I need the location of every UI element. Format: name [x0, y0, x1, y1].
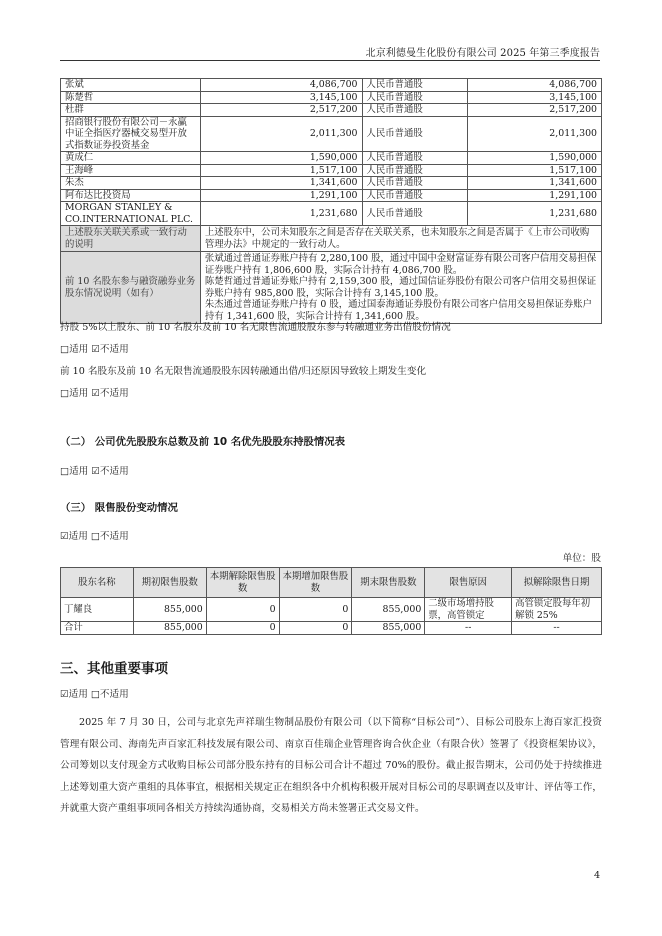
total-label: 合计 — [61, 622, 134, 635]
released-restricted: 0 — [206, 598, 279, 622]
restricted-heading: （三） 限售股份变动情况 — [60, 502, 178, 514]
class-shares: 4,086,700 — [468, 79, 602, 92]
holder-shares: 1,291,100 — [200, 189, 362, 202]
class-shares: 1,231,680 — [468, 202, 602, 226]
table-row — [61, 202, 602, 226]
class-shares: 1,341,600 — [468, 177, 602, 190]
holder-name: 王海峰 — [61, 164, 201, 177]
class-shares: 2,517,200 — [468, 104, 602, 117]
share-class: 人民币普通股 — [362, 91, 468, 104]
holder-name: 朱杰 — [61, 177, 201, 190]
share-class: 人民币普通股 — [362, 164, 468, 177]
holder-name: 招商银行股份有限公司－永赢中证全指医疗器械交易型开放式指数证券投资基金 — [61, 116, 201, 152]
total-row — [61, 622, 602, 635]
holder-shares: 1,341,600 — [200, 177, 362, 190]
holder-shares: 1,231,680 — [200, 202, 362, 226]
margin-trading-note: 朱杰通过普通证券账户持有 0 股，通过国泰海通证券股份有限公司客户信用交易担保证券账户持有 1,341,600 股，实际合计持有 1,341,600 股。 — [204, 299, 592, 322]
holder-shares: 2,517,200 — [200, 104, 362, 117]
table-row — [61, 116, 602, 152]
total-date: -- — [512, 622, 602, 635]
lending-title: 持股 5%以上股东、前 10 名股东及前 10 名无限售流通股股东参与转融通业务出借股份情况 — [60, 322, 451, 333]
class-shares: 2,011,300 — [468, 116, 602, 152]
margin-trading-text — [200, 252, 601, 324]
start-restricted: 855,000 — [133, 598, 206, 622]
end-restricted: 855,000 — [352, 598, 425, 622]
table-row — [61, 91, 602, 104]
restriction-reason: 二级市场增持股票，高管锁定 — [425, 598, 512, 622]
header-divider — [60, 60, 600, 61]
table-row — [61, 79, 602, 92]
total-end: 855,000 — [352, 622, 425, 635]
page-header: 北京利德曼生化股份有限公司 2025 年第三季度报告 — [365, 48, 600, 59]
preferred-applicability: □适用 ☑不适用 — [60, 466, 129, 477]
relation-label: 上述股东关联关系或一致行动的说明 — [61, 226, 201, 252]
column-header: 拟解除限售日期 — [512, 568, 602, 598]
column-header: 限售原因 — [425, 568, 512, 598]
column-header: 本期增加限售股数 — [279, 568, 352, 598]
share-class: 人民币普通股 — [362, 116, 468, 152]
holder-shares: 3,145,100 — [200, 91, 362, 104]
change-title: 前 10 名股东及前 10 名无限售流通股股东因转融通出借/归还原因导致较上期发生变化 — [60, 366, 427, 377]
margin-trading-label: 前 10 名股东参与融资融券业务股东情况说明（如有） — [61, 252, 201, 324]
table-row — [61, 177, 602, 190]
holder-shares: 1,590,000 — [200, 152, 362, 165]
holder-shares: 2,011,300 — [200, 116, 362, 152]
class-shares: 1,291,100 — [468, 189, 602, 202]
restricted-shares-table — [60, 567, 602, 635]
lending-applicability: □适用 ☑不适用 — [60, 344, 129, 355]
holder-name: 黄成仁 — [61, 152, 201, 165]
column-header: 股东名称 — [61, 568, 134, 598]
table-row — [61, 189, 602, 202]
unit-label: 单位：股 — [562, 553, 601, 564]
added-restricted: 0 — [279, 598, 352, 622]
holder-name: 丁耀良 — [61, 598, 134, 622]
holder-shares: 4,086,700 — [200, 79, 362, 92]
total-start: 855,000 — [133, 622, 206, 635]
top-holders-table — [60, 78, 602, 324]
change-applicability: □适用 ☑不适用 — [60, 388, 129, 399]
holder-name: 张斌 — [61, 79, 201, 92]
column-header: 本期解除限售股数 — [206, 568, 279, 598]
page-number: 4 — [594, 870, 601, 881]
share-class: 人民币普通股 — [362, 202, 468, 226]
share-class: 人民币普通股 — [362, 177, 468, 190]
share-class: 人民币普通股 — [362, 152, 468, 165]
table-row — [61, 164, 602, 177]
table-row — [61, 598, 602, 622]
table-header-row — [61, 568, 602, 598]
table-row — [61, 152, 602, 165]
holder-name: 阿布达比投资局 — [61, 189, 201, 202]
holder-shares: 1,517,100 — [200, 164, 362, 177]
class-shares: 1,590,000 — [468, 152, 602, 165]
class-shares: 3,145,100 — [468, 91, 602, 104]
class-shares: 1,517,100 — [468, 164, 602, 177]
holder-name: 杜群 — [61, 104, 201, 117]
total-added: 0 — [279, 622, 352, 635]
holder-name: MORGAN STANLEY & CO.INTERNATIONAL PLC. — [61, 202, 201, 226]
restricted-applicability: ☑适用 □不适用 — [60, 531, 129, 542]
margin-trading-row — [61, 252, 602, 324]
section-title: 三、其他重要事项 — [60, 661, 168, 677]
column-header: 期初限售股数 — [133, 568, 206, 598]
total-released: 0 — [206, 622, 279, 635]
share-class: 人民币普通股 — [362, 79, 468, 92]
relation-row — [61, 226, 602, 252]
margin-trading-note: 张斌通过普通证券账户持有 2,280,100 股，通过中国中金财富证券有限公司客户信用交易担保证券账户持有 1,806,600 股，实际合计持有 4,086,700 股。 — [204, 253, 597, 276]
column-header: 期末限售股数 — [352, 568, 425, 598]
holder-name: 陈楚哲 — [61, 91, 201, 104]
total-reason: -- — [425, 622, 512, 635]
preferred-heading: （二） 公司优先股股东总数及前 10 名优先股股东持股情况表 — [60, 436, 346, 448]
share-class: 人民币普通股 — [362, 104, 468, 117]
share-class: 人民币普通股 — [362, 189, 468, 202]
release-date: 高管锁定股每年初解锁 25% — [512, 598, 602, 622]
margin-trading-note: 陈楚哲通过普通证券账户持有 2,159,300 股，通过国信证券股份有限公司客户信用交易担保证券账户持有 985,800 股，实际合计持有 3,145,100 股。 — [204, 276, 597, 299]
table-row — [61, 104, 602, 117]
section-body: 2025 年 7 月 30 日，公司与北京先声祥瑞生物制品股份有限公司（以下简称“目标公司”）、目标公司股东上海百家汇投资管理有限公司、海南先声百家汇科技发展有限公司、南京百佳瑞企业管理咨询合伙企业（有限合伙）签署了《投资框架协议》，公司筹划以支付现金方式收购目标公司部分股东持有的目标公司合计不超过 70%的股份。截止报告期末，公司仍处于持续推进上述筹划重大资产重组的具体事宜，根据相关规定正在组织各中介机构积极开展对目标公司的尽职调查以及审计、评估等工作，并就重大资产重组事项同各相关方持续沟通协商，交易相关方尚未签署正式交易文件。 — [60, 717, 602, 814]
relation-text: 上述股东中，公司未知股东之间是否存在关联关系，也未知股东之间是否属于《上市公司收购管理办法》中规定的一致行动人。 — [200, 226, 601, 252]
section-applicability: ☑适用 □不适用 — [60, 689, 129, 700]
